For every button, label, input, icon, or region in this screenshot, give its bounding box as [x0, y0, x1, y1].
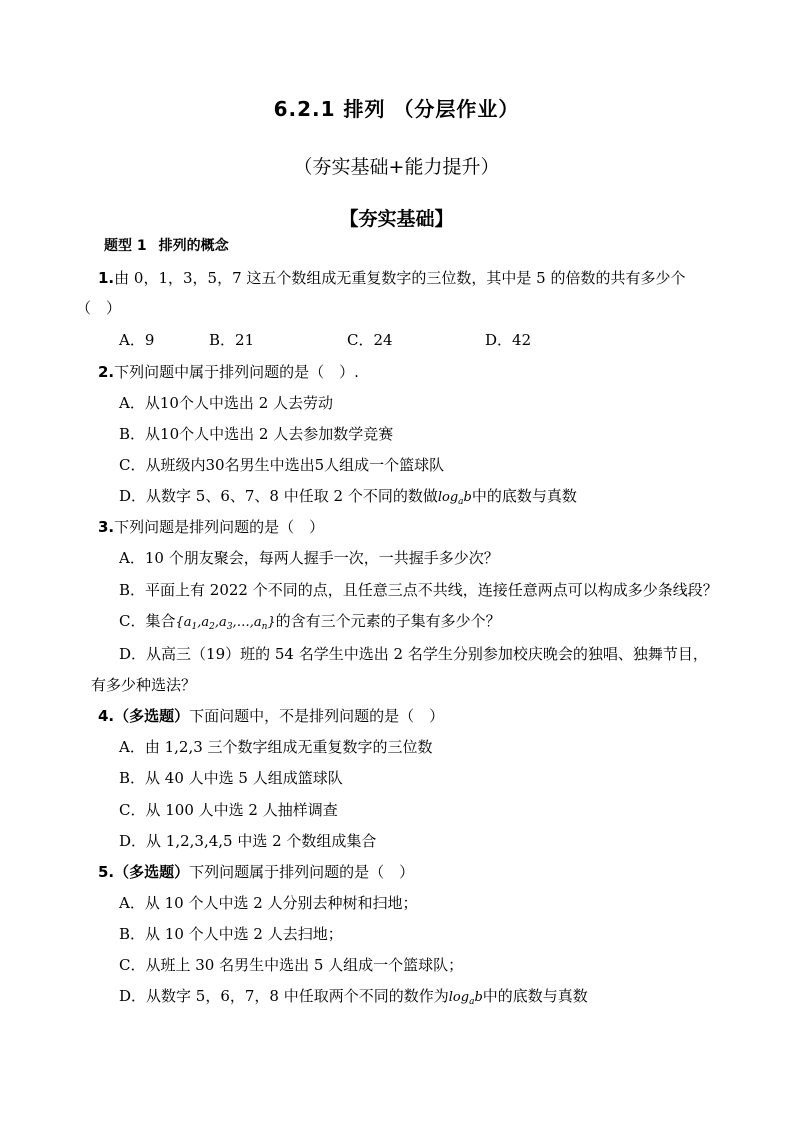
set-expression: $\{a_1,a_2,a_3,\dots,a_n\}$ [175, 615, 276, 632]
option-a: A．从10个人中选出 2 人去劳动 [119, 394, 334, 412]
option-a: A．从 10 个人中选 2 人分别去种树和扫地； [119, 894, 418, 912]
option-d-continued: 有多少种选法？ [91, 676, 197, 694]
option-d: D．从数字 5、6、7、8 中任取 2 个不同的数做$\log_ab$中的底数与真数 [119, 487, 577, 507]
page-subtitle: （夯实基础+能力提升） [293, 156, 500, 178]
question-number: 2. [98, 363, 115, 381]
option-b: B．21 [209, 331, 255, 349]
question-1 [98, 268, 685, 288]
option-c: C．从班上 30 名男生中选出 5 人组成一个篮球队； [119, 956, 464, 974]
option-b: B．从 10 个人中选 2 人去扫地； [119, 925, 343, 943]
option-a: A．由 1,2,3 三个数字组成无重复数字的三位数 [119, 738, 433, 756]
option-c: C．集合$\{a_1,a_2,a_3,\dots,a_n\}$的含有三个元素的子集有多少个？ [119, 612, 501, 632]
option-d: D．42 [485, 331, 532, 349]
answer-blank: （ ） [76, 299, 122, 317]
question-tag: （多选题） [114, 707, 190, 725]
log-expression: $\log_ab$ [437, 490, 472, 507]
question-text: 下列问题是排列问题的是（ ） [114, 518, 325, 536]
option-a: A．10 个朋友聚会，每两人握手一次，一共握手多少次？ [119, 549, 499, 567]
option-b: B．平面上有 2022 个不同的点，且任意三点不共线，连接任意两点可以构成多少条线段？ [119, 581, 718, 599]
question-tag: （多选题） [114, 863, 190, 881]
page-title: 6.2.1 排列 （分层作业） [273, 97, 520, 121]
question-type-name: 排列的概念 [158, 238, 229, 254]
question-2 [98, 362, 359, 382]
question-number: 4. [98, 707, 115, 725]
option-c: C．24 [347, 331, 393, 349]
question-5 [98, 862, 414, 882]
question-4 [98, 706, 444, 726]
option-b: B．从10个人中选出 2 人去参加数学竞赛 [119, 425, 394, 443]
log-expression: $\log_ab$ [448, 990, 483, 1007]
option-c: C．从班级内30名男生中选出5人组成一个篮球队 [119, 456, 445, 474]
question-text: 下面问题中，不是排列问题的是（ ） [189, 707, 445, 725]
question-type-heading [104, 236, 229, 256]
question-number: 3. [98, 518, 115, 536]
option-d: D．从数字 5，6，7，8 中任取两个不同的数作为$\log_ab$中的底数与真数 [119, 987, 588, 1007]
question-1-options [119, 330, 531, 350]
option-c: C．从 100 人中选 2 人抽样调查 [119, 801, 338, 819]
question-number: 1. [98, 269, 115, 287]
question-text: 下列问题属于排列问题的是（ ） [189, 863, 415, 881]
question-text: 由 0，1，3，5，7 这五个数组成无重复数字的三位数，其中是 5 的倍数的共有多少个 [114, 269, 686, 287]
question-number: 5. [98, 863, 115, 881]
option-d: D．从高三（19）班的 54 名学生中选出 2 名学生分别参加校庆晚会的独唱、独舞节目， [119, 645, 708, 663]
question-3 [98, 517, 324, 537]
option-a: A．9 [119, 331, 155, 349]
question-type-label: 题型 1 [104, 238, 147, 254]
question-text: 下列问题中属于排列问题的是（ ）. [114, 363, 359, 381]
option-b: B．从 40 人中选 5 人组成篮球队 [119, 769, 343, 787]
option-d: D．从 1,2,3,4,5 中选 2 个数组成集合 [119, 832, 377, 850]
section-heading: 【夯实基础】 [339, 208, 454, 230]
